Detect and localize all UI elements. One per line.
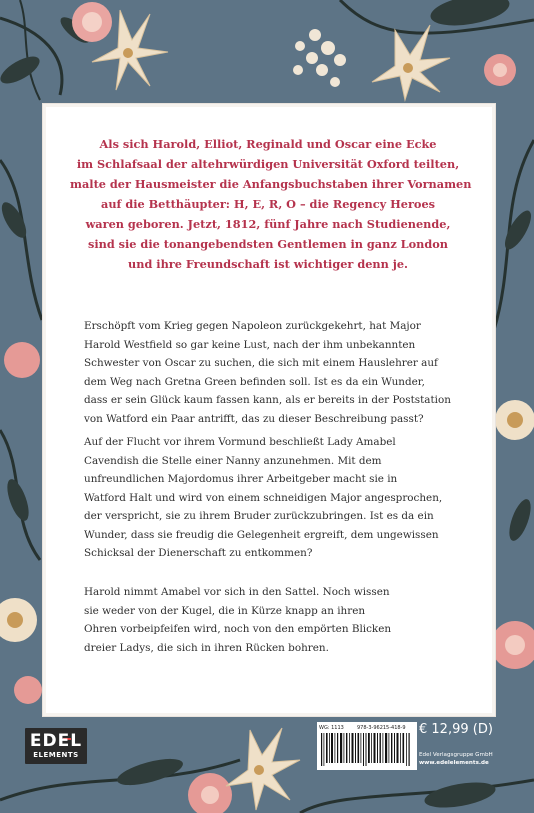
publisher-website: www.edelelements.de [419, 760, 489, 766]
teaser-line: waren geboren. Jetzt, 1812, fünf Jahre nach Studienende, [85, 217, 451, 231]
blurb-line: Ohren vorbeipfeifen wird, noch von den empörten Blicken [84, 623, 392, 635]
blurb-line: Wunder, dass sie freudig die Gelegenheit ergreift, dem ungewissen [84, 528, 439, 541]
blurb-line: der verspricht, sie zu ihrem Bruder zurückzubringen. Ist es da ein [84, 510, 434, 522]
isbn-number: 978-3-96215-418-9 [357, 725, 406, 731]
blurb-line: Harold nimmt Amabel vor sich in den Sattel. Noch wissen [84, 586, 390, 598]
blurb-line: sie weder von der Kugel, die in Kürze knapp an ihren [84, 604, 366, 617]
publisher-logo-text: EDEL [29, 731, 83, 751]
publisher-logo-subtext: ELEMENTS [33, 751, 79, 759]
blurb-paragraph-1 [84, 317, 456, 428]
blurb-line: Cavendish die Stelle einer Nanny anzunehmen. Mit dem [84, 454, 382, 467]
teaser-line: Als sich Harold, Elliot, Reginald und Oscar eine Ecke [99, 137, 437, 151]
price-block [419, 722, 509, 770]
publisher-name: Edel Verlagsgruppe GmbH [419, 752, 493, 758]
publisher-logo [25, 728, 87, 764]
price: € 12,99 (D) [419, 722, 493, 737]
blurb-line: Schwester von Oscar zu suchen, die sich mit einem Hauslehrer auf [84, 357, 438, 369]
teaser-line: im Schlafsaal der altehrwürdigen Universität Oxford teilten, [76, 157, 460, 171]
barcode-icon [321, 733, 413, 766]
blurb-line: unfreundlichen Majordomus ihrer Arbeitgeber macht sie in [84, 473, 398, 485]
teaser-line: auf die Betthäupter: H, E, R, O – die Regency Heroes [101, 197, 435, 211]
blurb-line: Erschöpft vom Krieg gegen Napoleon zurückgekehrt, hat Major [84, 320, 421, 332]
blurb-paragraph-2 [84, 433, 456, 563]
teaser-line: malte der Hausmeister die Anfangsbuchstaben ihrer Vornamen [70, 177, 472, 191]
blurb-line: Watford Halt und wird von einem schneidigen Major angesprochen, [84, 491, 443, 504]
blurb-line: dreier Ladys, die sich in ihren Rücken bohren. [84, 641, 329, 654]
barcode [317, 722, 417, 770]
blurb-line: dem Weg nach Gretna Green befinden soll. Ist es da ein Wunder, [84, 375, 425, 388]
wg-code: WG: 1113 [319, 725, 344, 731]
teaser-line: und ihre Freundschaft ist wichtiger denn je. [128, 257, 408, 271]
teaser-text [70, 134, 472, 274]
blurb-line: Auf der Flucht vor ihrem Vormund beschließt Lady Amabel [84, 436, 396, 448]
teaser-line: sind sie die tonangebendsten Gentlemen in ganz London [87, 237, 449, 251]
blurb-paragraph-3 [84, 583, 456, 657]
blurb-line: dass er sein Glück kaum fassen kann, als er bereits in der Poststation [84, 394, 451, 406]
blurb-line: Schicksal der Dienerschaft zu entkommen? [84, 547, 313, 559]
blurb-line: von Watford ein Paar antrifft, das zu dieser Beschreibung passt? [84, 412, 424, 425]
blurb-line: Harold Westfield so gar keine Lust, nach der ihm unbekannten [84, 338, 416, 351]
